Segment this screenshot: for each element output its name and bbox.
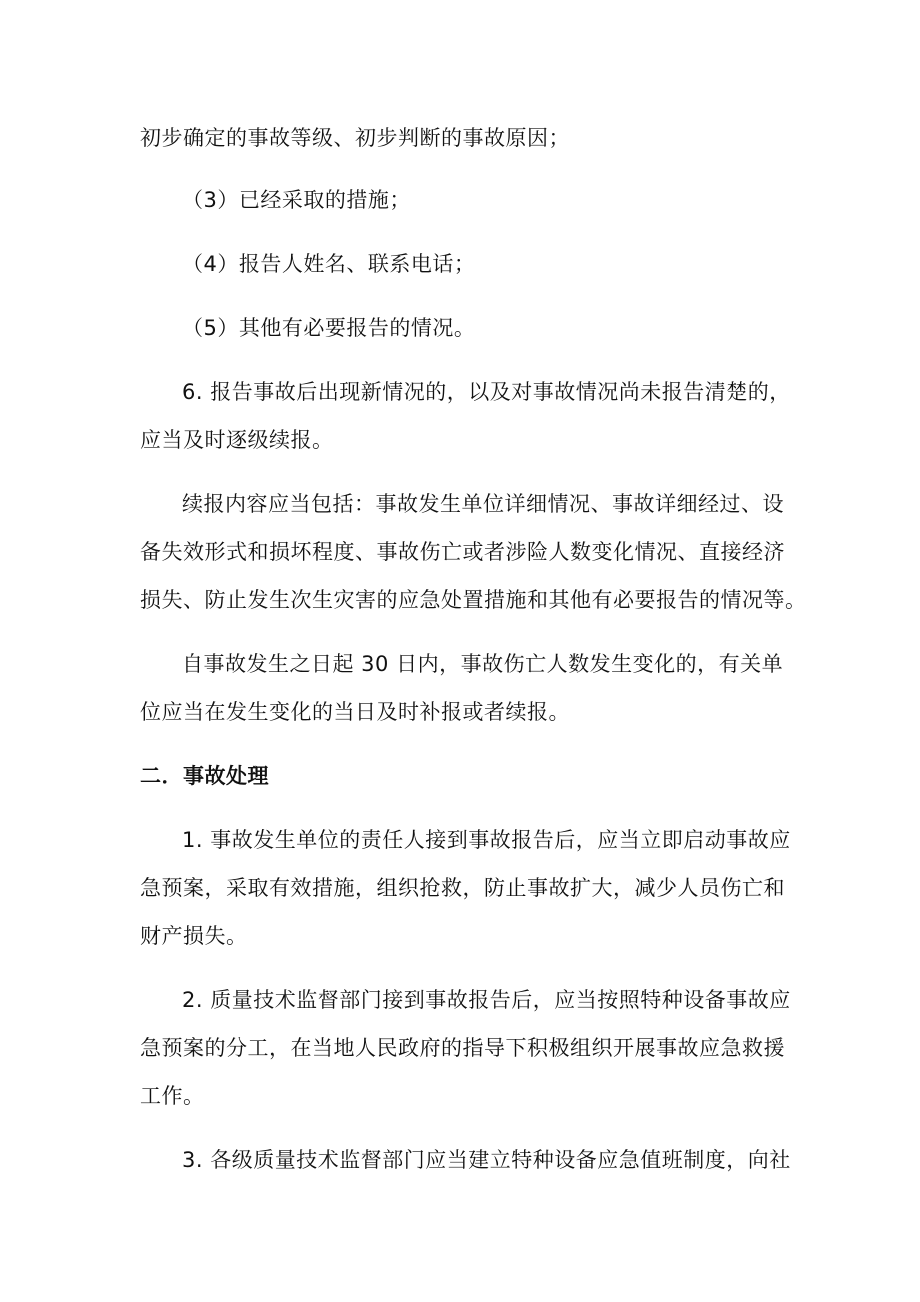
followup-report-line-3: 损失、防止发生次生灾害的应急处置措施和其他有必要报告的情况等。: [140, 588, 807, 612]
paragraph-6-line-1: 6. 报告事故后出现新情况的，以及对事故情况尚未报告清楚的，: [182, 380, 791, 404]
item-2-line-3: 工作。: [140, 1084, 205, 1108]
followup-report-line-1: 续报内容应当包括：事故发生单位详细情况、事故详细经过、设: [182, 492, 784, 516]
item-1-line-3: 财产损失。: [140, 924, 248, 948]
paragraph-line: 初步确定的事故等级、初步判断的事故原因；: [140, 126, 570, 150]
paragraph-6-line-2: 应当及时逐级续报。: [140, 428, 334, 452]
list-item-3: （3）已经采取的措施；: [182, 188, 411, 212]
item-2-line-1: 2. 质量技术监督部门接到事故报告后，应当按照特种设备事故应: [182, 988, 791, 1012]
item-1-line-1: 1. 事故发生单位的责任人接到事故报告后，应当立即启动事故应: [182, 828, 791, 852]
thirty-day-line-2: 位应当在发生变化的当日及时补报或者续报。: [140, 700, 570, 724]
followup-report-line-2: 备失效形式和损坏程度、事故伤亡或者涉险人数变化情况、直接经济: [140, 540, 785, 564]
item-2-line-2: 急预案的分工，在当地人民政府的指导下积极组织开展事故应急救援: [140, 1036, 785, 1060]
item-1-line-2: 急预案，采取有效措施，组织抢救，防止事故扩大，减少人员伤亡和: [140, 876, 785, 900]
item-3-line-1: 3. 各级质量技术监督部门应当建立特种设备应急值班制度，向社: [182, 1148, 791, 1172]
section-heading: 二．事故处理: [140, 764, 269, 788]
thirty-day-line-1: 自事故发生之日起 30 日内，事故伤亡人数发生变化的，有关单: [182, 652, 784, 676]
list-item-4: （4）报告人姓名、联系电话；: [182, 252, 476, 276]
list-item-5: （5）其他有必要报告的情况。: [182, 316, 476, 340]
